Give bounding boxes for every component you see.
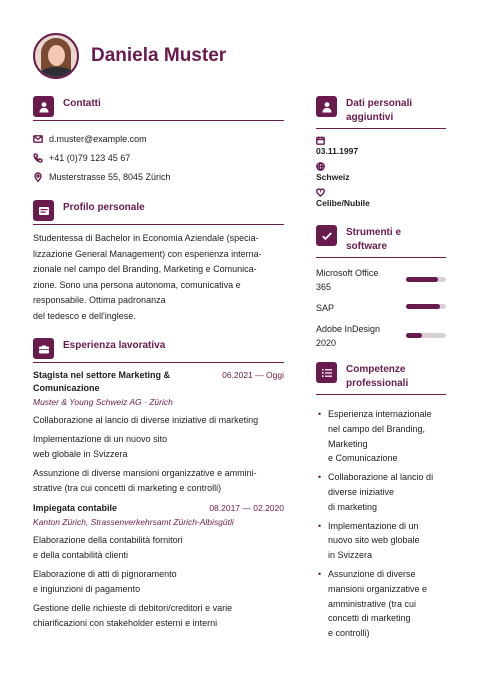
profile-photo [33, 33, 79, 79]
list-item: • Esperienza internazionale nel campo del Branding, Marketing e Comunicazione [316, 407, 446, 466]
left-column [33, 96, 284, 631]
skill-level-bar [406, 333, 446, 338]
phone-icon [33, 153, 43, 163]
job-company: Muster & Young Schweiz AG · Zürich [33, 397, 173, 407]
contact-phone[interactable] [33, 148, 284, 167]
profile-line: responsabile. Ottima padronanza [33, 295, 166, 305]
job-entry [33, 502, 284, 631]
nationality-item: Schweiz [316, 162, 446, 183]
job-date: 08.2017 — 02.2020 [209, 503, 284, 513]
list-icon [316, 362, 337, 383]
section-title: Profilo personale [63, 202, 145, 213]
skills-section-header [316, 362, 446, 395]
section-title: Competenze professionali [346, 364, 409, 389]
skills-list [316, 407, 446, 641]
tools-section-header [316, 225, 446, 258]
resume-header [33, 33, 226, 79]
list-item: • Implementazione di un nuovo sito web globale in Svizzera [316, 519, 446, 563]
job-title: Impiegata contabile [33, 503, 118, 513]
section-title: Strumenti e software [346, 227, 402, 252]
job-task: Gestione delle richieste di debitori/creditori e varie chiarificazioni con stakeholder esterni e interni [33, 603, 233, 628]
right-column [316, 96, 446, 645]
calendar-icon [316, 136, 325, 145]
user-icon [316, 96, 337, 117]
job-task: Implementazione di un nuovo sito web globale in Svizzera [33, 434, 168, 459]
profile-card-icon [33, 200, 54, 221]
profile-line: zione. Sono una persona autonoma, comunicativa e [33, 279, 241, 290]
profile-line: Studentessa di Bachelor in Economia Aziendale (specia- [33, 233, 259, 243]
profile-line: zionale nel campo del Branding, Marketing e Comunica- [33, 264, 257, 274]
section-title: Esperienza lavorativa [63, 340, 166, 351]
tool-item: Microsoft Office 365 [316, 266, 446, 294]
user-icon [33, 96, 54, 117]
experience-section-header [33, 338, 284, 363]
phone-text: +41 (0)79 123 45 67 [49, 152, 131, 163]
list-item: • Collaborazione al lancio di diverse iniziative di marketing [316, 470, 446, 514]
job-task: Assunzione di diverse mansioni organizzative e ammini- strative (tra cui concetti di marketing e controlli) [33, 468, 257, 493]
section-title: Dati personali aggiuntivi [346, 98, 413, 123]
tool-item: Adobe InDesign 2020 [316, 322, 446, 350]
email-text: d.muster@example.com [49, 133, 147, 144]
address-text: Musterstrasse 55, 8045 Zürich [49, 171, 171, 182]
heart-icon [316, 188, 325, 197]
section-title: Contatti [63, 98, 101, 109]
job-task: Elaborazione di atti di pignoramento e ingiunzioni di pagamento [33, 569, 177, 594]
profile-text [33, 231, 284, 324]
skill-level-bar [406, 277, 446, 282]
job-date: 06.2021 — Oggi [222, 370, 284, 380]
job-company: Kanton Zürich, Strassenverkehrsamt Zürich-Albisgütli [33, 517, 234, 527]
location-pin-icon [33, 172, 43, 182]
profile-line: del tedesco e dell'inglese. [33, 310, 136, 321]
profile-section-header [33, 200, 284, 225]
marital-status-item: Celibe/Nubile [316, 188, 446, 209]
mail-icon [33, 134, 43, 144]
contacts-section-header [33, 96, 284, 121]
check-icon [316, 225, 337, 246]
contact-email[interactable] [33, 129, 284, 148]
tool-item: SAP [316, 301, 446, 315]
person-name: Daniela Muster [91, 45, 227, 66]
globe-icon [316, 162, 325, 171]
job-entry [33, 369, 284, 496]
job-title: Stagista nel settore Marketing & Comunicazione [33, 370, 171, 393]
contact-address [33, 167, 284, 186]
list-item: • Assunzione di diverse mansioni organizzative e amministrative (tra cui concetti di marketing e controlli) [316, 567, 446, 641]
personal-section-header [316, 96, 446, 129]
skill-level-bar [406, 304, 446, 309]
job-task: Collaborazione al lancio di diverse iniziative di marketing [33, 415, 259, 425]
profile-line: lizzazione General Management) con esperienza interna- [33, 248, 262, 259]
birthdate-item: 03.11.1997 [316, 136, 446, 157]
briefcase-icon [33, 338, 54, 359]
job-task: Elaborazione della contabilità fornitori e della contabilità clienti [33, 535, 183, 560]
